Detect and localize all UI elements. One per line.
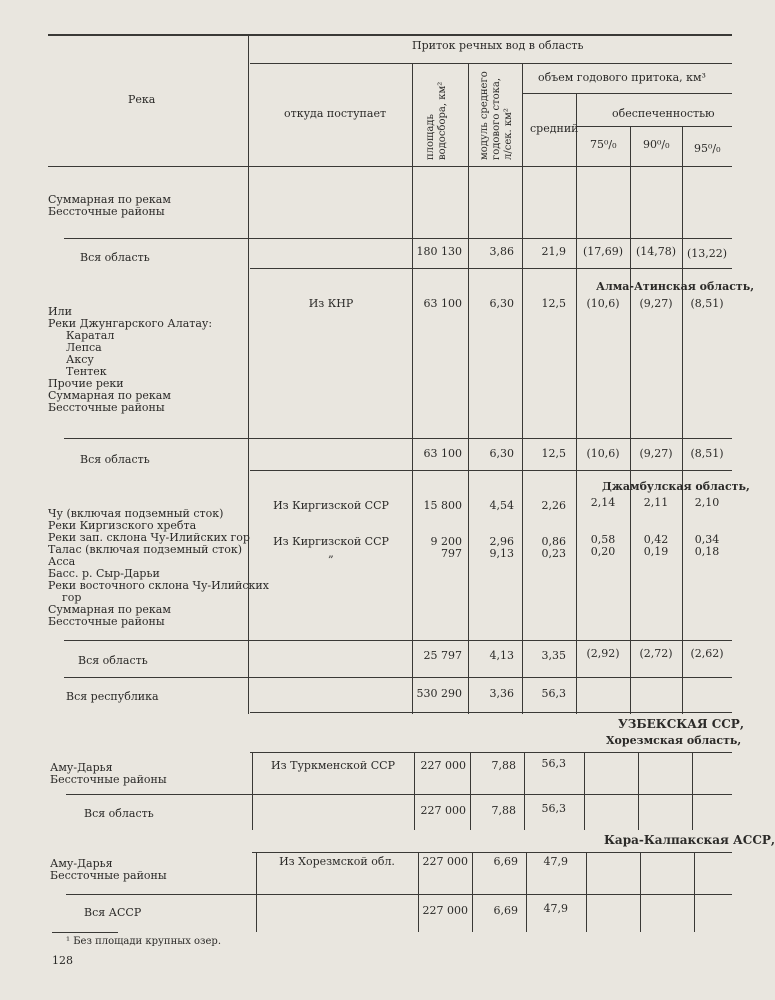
b4-col-90: [692, 752, 693, 830]
b3-end-rule: [250, 712, 732, 713]
table-top-rule: [48, 34, 732, 36]
header-modul-3: л/сек. км²: [503, 108, 514, 160]
b3-assa-modul: 9,13: [489, 547, 514, 560]
b1-total-p95: (13,22): [686, 247, 728, 260]
b4-col-75: [638, 752, 639, 830]
b3-row-3: Талас (включая подземный сток): [48, 543, 243, 556]
b4-amu-from: Из Туркменской ССР: [271, 759, 395, 772]
b3-chu-p90: 2,11: [643, 496, 669, 509]
b3-talas-sred: 0,86: [541, 535, 566, 548]
b3-rep-sred: 56,3: [541, 687, 566, 700]
b3-assa-area: 797: [441, 547, 462, 560]
b1-total-p90: (14,78): [635, 245, 677, 258]
b1-total-p75: (17,69): [582, 245, 624, 258]
b2-row-2: Каратал: [66, 329, 115, 342]
b2-ili-from: Из КНР: [308, 297, 354, 310]
b5-total-sred: 47,9: [543, 902, 568, 915]
b5-col-90: [694, 852, 695, 932]
b3-assa-p95: 0,18: [694, 545, 720, 558]
b2-row-5: Тентек: [66, 365, 107, 378]
b5-total-rule: [66, 894, 732, 895]
b4-total-modul: 7,88: [491, 804, 516, 817]
b5-amu-modul: 6,69: [493, 855, 518, 868]
b5-title: Кара-Калпакская АССР,: [604, 833, 775, 847]
header-pritok: Приток речных вод в область: [412, 39, 584, 52]
b3-total-p75: (2,92): [586, 647, 620, 660]
b3-rep-rule: [64, 677, 732, 678]
b1-row-1: Бессточные районы: [48, 205, 165, 218]
col-line-reka: [248, 34, 249, 714]
b3-total-label: Вся область: [78, 654, 148, 667]
b3-row-0: Чу (включая подземный сток): [48, 507, 224, 520]
b3-talas-area: 9 200: [430, 535, 462, 548]
header-rule-1: [250, 63, 732, 64]
header-otkuda: откуда поступает: [284, 107, 387, 120]
b1-total-sred: 21,9: [541, 245, 566, 258]
b3-row-6: Реки восточного склона Чу-Илийских: [48, 579, 269, 592]
b3-total-rule: [64, 640, 732, 641]
b2-ili-p75: (10,6): [586, 297, 620, 310]
b3-row-8: Суммарная по рекам: [48, 603, 171, 616]
header-modul-2: годового стока,: [491, 77, 502, 160]
b5-top-rule: [252, 852, 732, 853]
b3-row-9: Бессточные районы: [48, 615, 165, 628]
b2-row-1: Реки Джунгарского Алатау:: [48, 317, 213, 330]
b3-row-1: Реки Киргизского хребта: [48, 519, 197, 532]
b3-assa-sred: 0,23: [541, 547, 566, 560]
header-obespech: обеспеченностью: [612, 107, 715, 120]
b4-total-rule: [66, 794, 732, 795]
b4-row-0: Аму-Дарья: [50, 761, 113, 774]
b3-assa-p75: 0,20: [590, 545, 616, 558]
b3-row-2: Реки зап. склона Чу-Илийских гор: [48, 531, 250, 544]
b5-col-sred: [586, 852, 587, 932]
b3-total-sred: 3,35: [541, 649, 566, 662]
b2-ili-area: 63 100: [423, 297, 462, 310]
b1-total-label: Вся область: [80, 251, 150, 264]
b3-rep-label: Вся республика: [66, 690, 159, 703]
b2-ili-sred: 12,5: [541, 297, 566, 310]
header-p95: 95⁰/₀: [694, 142, 721, 155]
b5-total-area: 227 000: [422, 904, 468, 917]
b2-total-p75: (10,6): [586, 447, 620, 460]
b1-total-modul: 3,86: [489, 245, 514, 258]
b3-total-p95: (2,62): [690, 647, 724, 660]
header-rule-3: [576, 126, 732, 127]
b3-chu-area: 15 800: [423, 499, 462, 512]
b4-total-label: Вся область: [84, 807, 154, 820]
b3-row-5: Басс. р. Сыр-Дарьи: [48, 567, 160, 580]
b5-total-modul: 6,69: [493, 904, 518, 917]
b5-row-0: Аму-Дарья: [50, 857, 113, 870]
b3-rep-area: 530 290: [416, 687, 462, 700]
b2-row-6: Прочие реки: [48, 377, 124, 390]
header-rule-2: [522, 93, 732, 94]
b4-total-area: 227 000: [420, 804, 466, 817]
b1-total-rule: [64, 238, 732, 239]
footnote-rule: [52, 932, 118, 933]
b2-total-area: 63 100: [423, 447, 462, 460]
b2-total-p95: (8,51): [690, 447, 724, 460]
b2-total-sred: 12,5: [541, 447, 566, 460]
b4-title: Хорезмская область,: [606, 734, 742, 747]
b3-rep-modul: 3,36: [489, 687, 514, 700]
b5-total-label: Вся АССР: [84, 906, 142, 919]
b4-amu-area: 227 000: [420, 759, 466, 772]
b1-row-0: Суммарная по рекам: [48, 193, 171, 206]
header-sredniy: средний: [530, 122, 579, 135]
b4-col-sred: [584, 752, 585, 830]
b3-title: Джамбулская область,: [602, 480, 750, 493]
col-line-75: [630, 126, 631, 714]
b2-ili-p95: (8,51): [690, 297, 724, 310]
header-ploshad-2: водосбора, км²: [437, 81, 448, 160]
b5-col-75: [640, 852, 641, 932]
b2-row-7: Суммарная по рекам: [48, 389, 171, 402]
b4-top-rule: [250, 752, 732, 753]
b3-row-7: гор: [62, 591, 82, 604]
b4-republic: УЗБЕКСКАЯ ССР,: [618, 717, 745, 731]
b1-end-rule: [250, 268, 732, 269]
b4-total-sred: 56,3: [541, 802, 566, 815]
b2-total-rule: [64, 438, 732, 439]
b3-chu-modul: 4,54: [489, 499, 514, 512]
b2-row-3: Лепса: [66, 341, 102, 354]
b3-talas-from: Из Киргизской ССР: [273, 535, 389, 548]
page-number: 128: [52, 954, 73, 967]
header-p90: 90⁰/₀: [643, 138, 670, 151]
b2-title: Алма-Атинская область,: [596, 280, 755, 293]
b3-assa-from: „: [328, 547, 334, 560]
b2-total-label: Вся область: [80, 453, 150, 466]
b5-row-1: Бессточные районы: [50, 869, 167, 882]
b3-assa-p90: 0,19: [643, 545, 669, 558]
b3-total-p90: (2,72): [639, 647, 673, 660]
b3-chu-sred: 2,26: [541, 499, 566, 512]
header-obem: объем годового притока, км³: [538, 71, 706, 84]
b2-ili-modul: 6,30: [489, 297, 514, 310]
b5-amu-area: 227 000: [422, 855, 468, 868]
b3-chu-p95: 2,10: [694, 496, 720, 509]
header-ploshad-1: площадь: [425, 114, 436, 160]
b5-amu-sred: 47,9: [543, 855, 568, 868]
footnote: ¹ Без площади крупных озер.: [66, 936, 221, 947]
b3-talas-p95: 0,34: [694, 533, 720, 546]
b4-row-1: Бессточные районы: [50, 773, 167, 786]
b1-total-area: 180 130: [416, 245, 462, 258]
b3-total-area: 25 797: [423, 649, 462, 662]
b3-talas-p90: 0,42: [643, 533, 669, 546]
col-line-90: [682, 126, 683, 714]
b2-ili-p90: (9,27): [639, 297, 673, 310]
b2-total-p90: (9,27): [639, 447, 673, 460]
b5-amu-from: Из Хорезмской обл.: [279, 855, 395, 868]
header-p75: 75⁰/₀: [590, 138, 617, 151]
header-reka: Река: [128, 93, 156, 106]
b3-row-4: Асса: [48, 555, 76, 568]
b3-total-modul: 4,13: [489, 649, 514, 662]
b3-chu-from: Из Киргизской ССР: [273, 499, 389, 512]
b2-row-4: Аксу: [66, 353, 94, 366]
b2-total-modul: 6,30: [489, 447, 514, 460]
header-modul-1: модуль среднего: [479, 71, 490, 160]
col-line-modul: [522, 63, 523, 714]
b4-amu-sred: 56,3: [541, 757, 566, 770]
b3-chu-p75: 2,14: [590, 496, 616, 509]
col-line-sred: [576, 93, 577, 714]
col-line-area: [468, 63, 469, 714]
b2-end-rule: [250, 470, 732, 471]
b2-row-8: Бессточные районы: [48, 401, 165, 414]
b4-amu-modul: 7,88: [491, 759, 516, 772]
b3-talas-p75: 0,58: [590, 533, 616, 546]
col-line-otkuda: [412, 63, 413, 714]
b2-row-0: Или: [48, 305, 72, 318]
b3-talas-modul: 2,96: [489, 535, 514, 548]
